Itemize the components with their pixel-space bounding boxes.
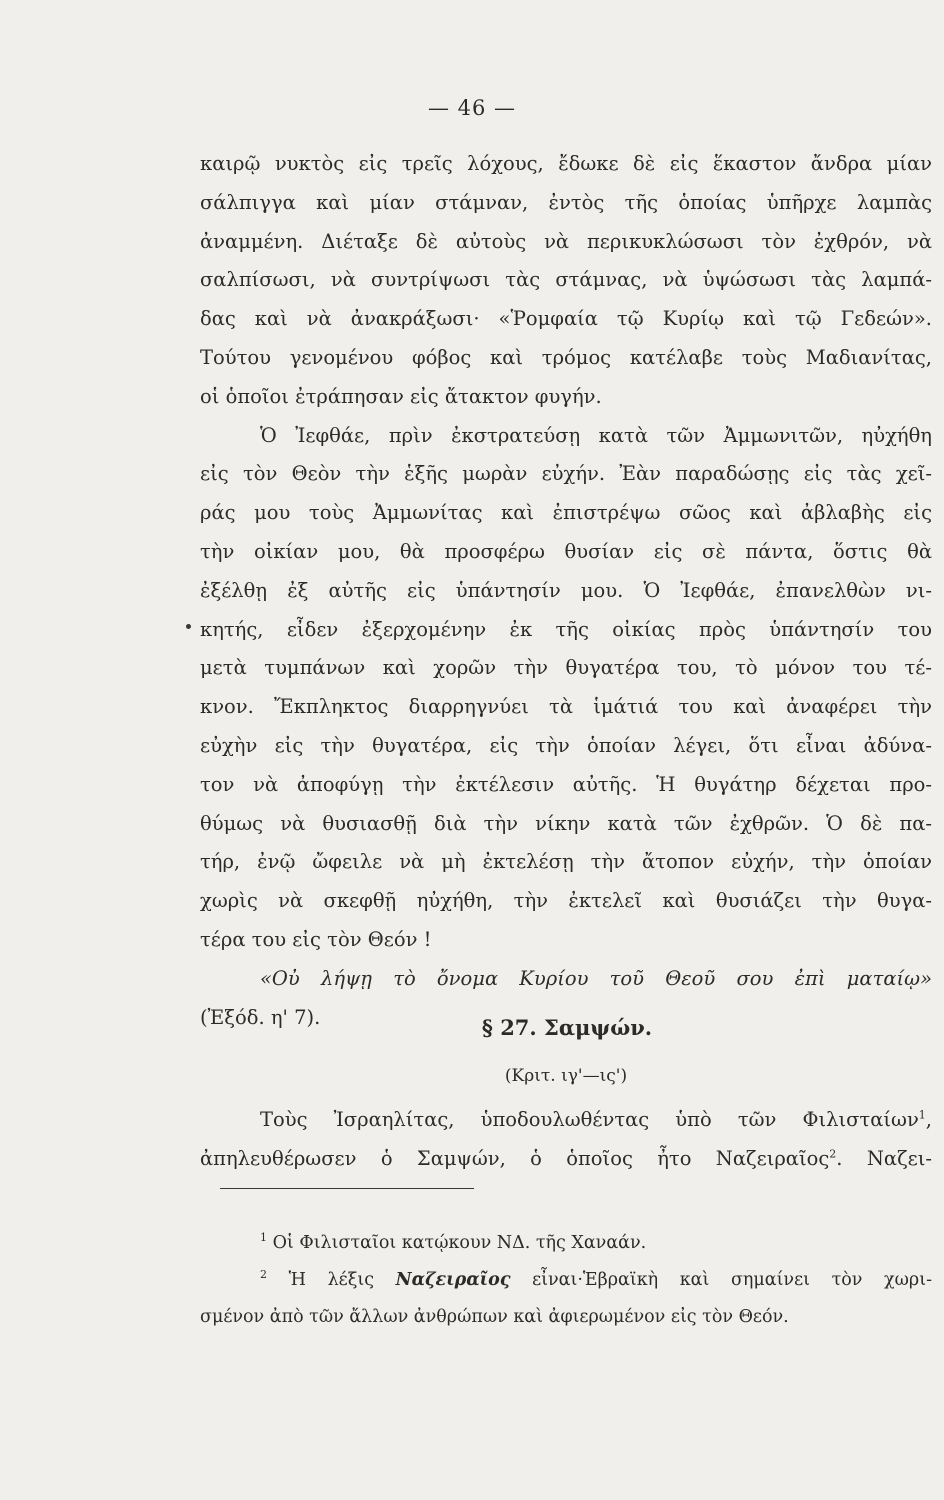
scripture-quote: «Οὐ λήψῃ τὸ ὄνομα Κυρίου τοῦ Θεοῦ σου ἐπὶ ματαίῳ» xyxy=(260,966,932,990)
margin-mark xyxy=(186,624,191,629)
footnote-text: εἶναι·Ἑβραϊκὴ καὶ σημαίνει τὸν χωρι- xyxy=(532,1270,932,1290)
text-line: Τούτου γενομένου φόβος καὶ τρόμος κατέλαβε τοὺς Μαδιανίτας, xyxy=(200,345,932,369)
footnote-text: Οἱ Φιλισταῖοι κατῴκουν ΝΔ. τῆς Χαναάν. xyxy=(272,1233,647,1253)
text-line: ράς μου τοὺς Ἀμμωνίτας καὶ ἐπιστρέψω σῶος καὶ ἀβλαβὴς εἰς xyxy=(200,501,932,525)
text-line xyxy=(200,1139,932,1178)
text-line: τὴν οἰκίαν μου, θὰ προσφέρω θυσίαν εἰς σὲ πάντα, ὅστις θὰ xyxy=(200,539,932,563)
scripture-reference: (Ἐξόδ. η' 7). xyxy=(200,1005,321,1029)
text-line: σάλπιγγα καὶ μίαν στάμναν, ἐντὸς τῆς ὁποίας ὑπῆρχε λαμπὰς xyxy=(200,190,932,214)
footnote xyxy=(200,1262,932,1299)
text-line: σαλπίσωσι, νὰ συντρίψωσι τὰς στάμνας, νὰ ὑψώσωσι τὰς λαμπά- xyxy=(200,268,932,292)
main-text xyxy=(200,145,932,1037)
section-heading: § 27. Σαμψών. xyxy=(481,1015,653,1040)
footnote-ref: 2 xyxy=(829,1147,837,1161)
footnote xyxy=(200,1225,932,1262)
text-line: ἀναμμένη. Διέταξε δὲ αὐτοὺς νὰ περικυκλώσωσι τὸν ἐχθρόν, νὰ xyxy=(200,229,932,253)
text-run: Τοὺς Ἰσραηλίτας, ὑποδουλωθέντας ὑπὸ τῶν Φιλισταίων xyxy=(260,1108,919,1131)
section-text xyxy=(200,1100,932,1178)
section-subheading: (Κριτ. ιγ'—ις') xyxy=(504,1066,628,1086)
footnote-number: 2 xyxy=(260,1268,267,1282)
text-line: καιρῷ νυκτὸς εἰς τρεῖς λόχους, ἔδωκε δὲ εἰς ἕκαστον ἄνδρα μίαν xyxy=(200,152,932,175)
text-line: θύμως νὰ θυσιασθῇ διὰ τὴν νίκην κατὰ τῶν ἐχθρῶν. Ὁ δὲ πα- xyxy=(200,811,932,835)
footnote-ref: 1 xyxy=(918,1108,926,1122)
page-number: — 46 — xyxy=(427,96,517,120)
text-line: χωρὶς νὰ σκεφθῇ ηὐχήθη, τὴν ἐκτελεῖ καὶ θυσιάζει τὴν θυγα- xyxy=(200,889,932,913)
text-line: οἱ ὁποῖοι ἐτράπησαν εἰς ἄτακτον φυγήν. xyxy=(200,384,602,408)
text-line: κητής, εἶδεν ἐξερχομένην ἐκ τῆς οἰκίας πρὸς ὑπάντησίν του xyxy=(200,617,932,641)
text-line: τήρ, ἐνῷ ὤφειλε νὰ μὴ ἐκτελέσῃ τὴν ἄτοπον εὐχήν, τὴν ὁποίαν xyxy=(200,850,932,874)
footnote-emphasis: Ναζειραῖος xyxy=(395,1270,511,1290)
text-line: μετὰ τυμπάνων καὶ χορῶν τὴν θυγατέρα του, τὸ μόνον του τέ- xyxy=(200,656,932,680)
text-line: τέρα του εἰς τὸν Θεόν ! xyxy=(200,927,432,951)
text-run: . Ναζει- xyxy=(836,1147,932,1170)
text-line: κνον. Ἔκπληκτος διαρρηγνύει τὰ ἱμάτιά του καὶ ἀναφέρει τὴν xyxy=(200,695,932,719)
text-run: , xyxy=(925,1108,932,1131)
text-line: Ὁ Ἰεφθάε, πρὶν ἐκστρατεύσῃ κατὰ τῶν Ἀμμωνιτῶν, ηὐχήθη xyxy=(260,423,932,447)
footnote-continuation: σμένον ἀπὸ τῶν ἄλλων ἀνθρώπων καὶ ἀφιερωμένον εἰς τὸν Θεόν. xyxy=(200,1307,789,1327)
text-line: εὐχὴν εἰς τὴν θυγατέρα, εἰς τὴν ὁποίαν λέγει, ὅτι εἶναι ἀδύνα- xyxy=(200,733,932,757)
footnote-number: 1 xyxy=(260,1231,267,1245)
text-line: εἰς τὸν Θεὸν τὴν ἑξῆς μωρὰν εὐχήν. Ἐὰν παραδώσῃς εἰς τὰς χεῖ- xyxy=(200,462,932,486)
text-line: ἐξέλθῃ ἐξ αὐτῆς εἰς ὑπάντησίν μου. Ὁ Ἰεφθάε, ἐπανελθὼν νι- xyxy=(200,578,932,602)
text-line: δας καὶ νὰ ἀνακράξωσι· «Ῥομφαία τῷ Κυρίῳ καὶ τῷ Γεδεών». xyxy=(200,307,932,331)
footnote-divider xyxy=(220,1188,474,1189)
text-line xyxy=(200,1100,932,1139)
footnote-text: Ἡ λέξις xyxy=(288,1270,375,1290)
text-line: τον νὰ ἀποφύγῃ τὴν ἐκτέλεσιν αὐτῆς. Ἡ θυγάτηρ δέχεται προ- xyxy=(200,772,932,796)
text-run: ἀπηλευθέρωσεν ὁ Σαμψών, ὁ ὁποῖος ἦτο Ναζειραῖος xyxy=(200,1147,830,1170)
footnotes xyxy=(200,1225,932,1336)
